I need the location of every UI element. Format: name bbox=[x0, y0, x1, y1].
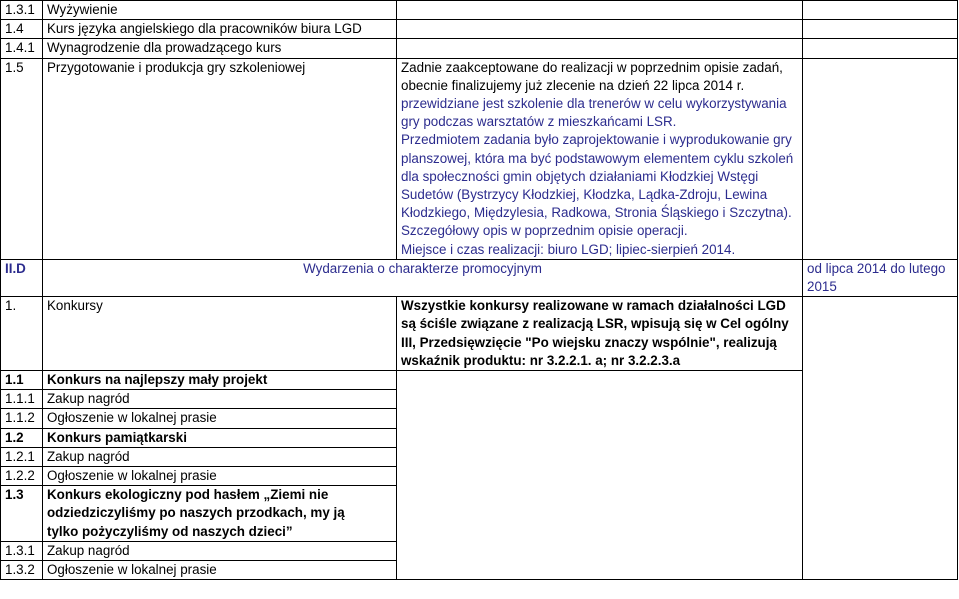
description-paragraph: Przedmiotem zadania było zaprojektowanie i wyprodukowanie gry planszowej, która ma być podstawowym elementem cyklu szkoleń dla społeczności gmin objętych działaniami Kłodzkiej Wstęgi Sudetów (Bystrzycy Kłodzkiej, Kłodzka, Lądka-Zdroju, Lewina Kłodzkiego, Międzylesia, Radkowa, Stronia Śląskiego i Szczytna). Szczegółowy opis w poprzednim opisie operacji. bbox=[401, 132, 794, 239]
row-number: 1.3.1 bbox=[1, 541, 43, 560]
description-paragraph: Miejsce i czas realizacji: biuro LGD; lipiec-sierpień 2014. bbox=[401, 241, 736, 257]
table-row bbox=[1, 1, 958, 20]
row-number: 1.4.1 bbox=[1, 39, 43, 58]
row-description bbox=[397, 20, 803, 39]
table-row-task-1-5 bbox=[1, 58, 958, 259]
row-description bbox=[397, 371, 803, 580]
table-row bbox=[1, 20, 958, 39]
row-description: Wszystkie konkursy realizowane w ramach działalności LGD są ściśle związane z realizacją LSR, wpisują się w Cel ogólny III, Przedsięwzięcie "Po wiejsku znaczy wspólnie", realizują wskaźnik produktu: nr 3.2.2.1. a; nr 3.2.2.3.a bbox=[397, 297, 803, 371]
row-title: Konkurs pamiątkarski bbox=[43, 428, 397, 447]
row-number: 1.3.1 bbox=[1, 1, 43, 20]
row-date bbox=[803, 297, 958, 580]
row-title: Kurs języka angielskiego dla pracowników biura LGD bbox=[43, 20, 397, 39]
row-number: 1.3.2 bbox=[1, 561, 43, 580]
row-number: 1.2.2 bbox=[1, 467, 43, 486]
row-number: 1.1 bbox=[1, 371, 43, 390]
row-number: 1.2 bbox=[1, 428, 43, 447]
row-title: Konkurs ekologiczny pod hasłem „Ziemi nie odziedziczyliśmy po naszych przodkach, my ją tylko pożyczyliśmy od naszych dzieci” bbox=[43, 486, 397, 542]
row-title: Zakup nagród bbox=[43, 541, 397, 560]
section-number: II.D bbox=[1, 259, 43, 296]
row-number: 1.2.1 bbox=[1, 447, 43, 466]
table-row bbox=[1, 39, 958, 58]
row-title: Wyżywienie bbox=[43, 1, 397, 20]
row-date bbox=[803, 1, 958, 20]
row-number: 1.3 bbox=[1, 486, 43, 542]
row-title: Zakup nagród bbox=[43, 447, 397, 466]
row-number: 1.5 bbox=[1, 58, 43, 259]
row-date bbox=[803, 20, 958, 39]
row-title: Ogłoszenie w lokalnej prasie bbox=[43, 467, 397, 486]
row-title: Wynagrodzenie dla prowadzącego kurs bbox=[43, 39, 397, 58]
row-number: 1.1.2 bbox=[1, 409, 43, 428]
description-paragraph: Zadnie zaakceptowane do realizacji w poprzednim opisie zadań, obecnie finalizujemy już zlecenie na dzień 22 lipca 2014 r. bbox=[401, 59, 783, 93]
section-date: od lipca 2014 do lutego 2015 bbox=[803, 259, 958, 296]
description-paragraph: przewidziane jest szkolenie dla trenerów w celu wykorzystywania gry podczas warsztatów z mieszkańcami LSR. bbox=[401, 96, 787, 130]
row-title: Konkursy bbox=[43, 297, 397, 371]
row-title: Ogłoszenie w lokalnej prasie bbox=[43, 561, 397, 580]
row-date bbox=[803, 39, 958, 58]
row-number: 1.4 bbox=[1, 20, 43, 39]
row-description bbox=[397, 39, 803, 58]
row-title: Ogłoszenie w lokalnej prasie bbox=[43, 409, 397, 428]
row-title: Przygotowanie i produkcja gry szkoleniowej bbox=[43, 58, 397, 259]
row-number: 1. bbox=[1, 297, 43, 371]
table-row-konkursy bbox=[1, 297, 958, 371]
row-title: Zakup nagród bbox=[43, 390, 397, 409]
section-title: Wydarzenia o charakterze promocyjnym bbox=[43, 259, 803, 296]
row-date bbox=[803, 58, 958, 259]
row-title: Konkurs na najlepszy mały projekt bbox=[43, 371, 397, 390]
row-number: 1.1.1 bbox=[1, 390, 43, 409]
section-header-row bbox=[1, 259, 958, 296]
row-description bbox=[397, 58, 803, 259]
row-description bbox=[397, 1, 803, 20]
